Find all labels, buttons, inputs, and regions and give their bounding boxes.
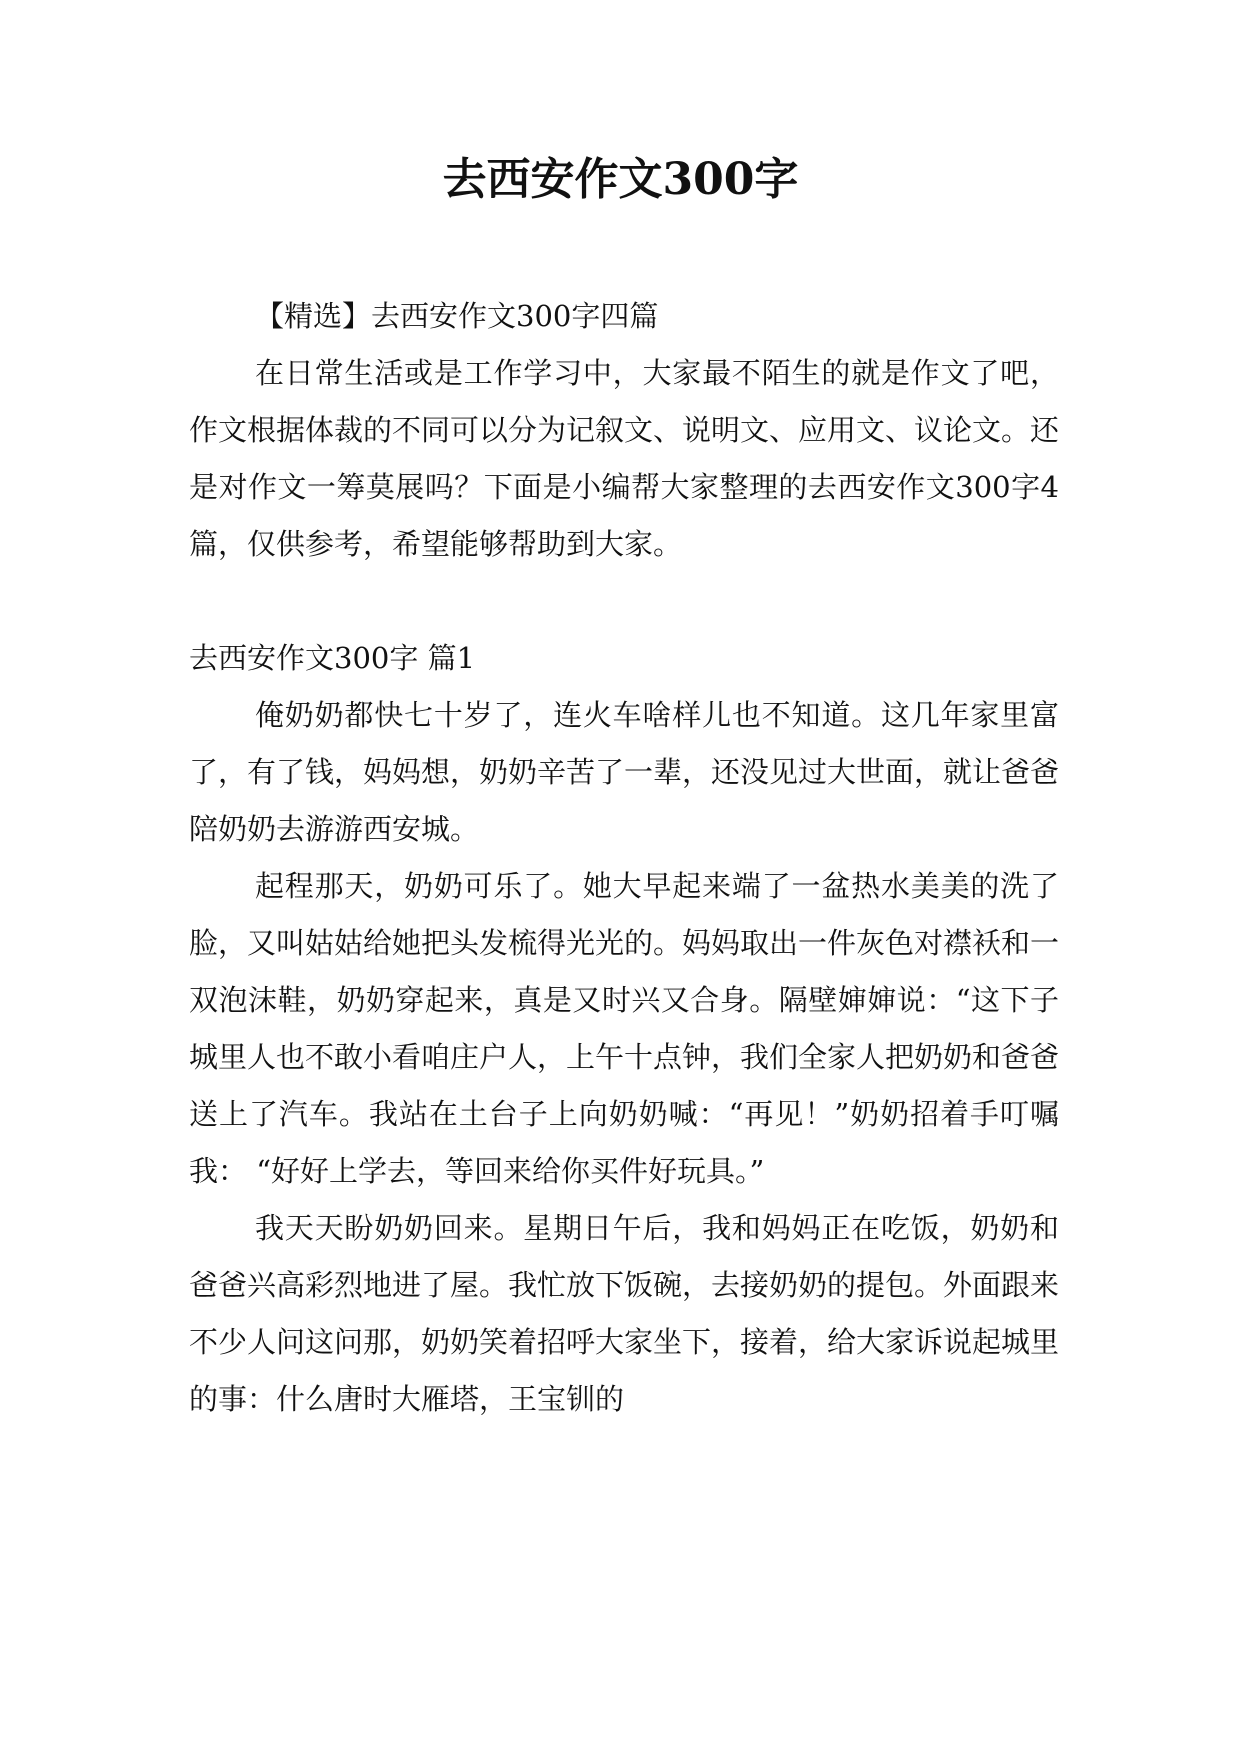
section-heading: 去西安作文300字 篇1 — [189, 641, 476, 675]
document-subtitle: 【精选】去西安作文300字四篇 — [255, 299, 659, 333]
document-body — [189, 288, 1059, 1428]
document-title: 去西安作文300字 — [442, 154, 799, 205]
body-paragraph: 起程那天，奶奶可乐了。她大早起来端了一盆热水美美的洗了脸，又叫姑姑给她把头发梳得光光的。妈妈取出一件灰色对襟袄和一双泡沫鞋，奶奶穿起来，真是又时兴又合身。隔壁婶婶说：“这下子城里人也不敢小看咱庄户人，上午十点钟，我们全家人把奶奶和爸爸送上了汽车。我站在土台子上向奶奶喊：“再见！”奶奶招着手叮嘱我： “好好上学去，等回来给你买件好玩具。” — [189, 869, 1060, 1188]
body-paragraph: 俺奶奶都快七十岁了，连火车啥样儿也不知道。这几年家里富了，有了钱，妈妈想，奶奶辛苦了一辈，还没见过大世面，就让爸爸陪奶奶去游游西安城。 — [189, 698, 1060, 846]
body-paragraph: 我天天盼奶奶回来。星期日午后，我和妈妈正在吃饭，奶奶和爸爸兴高彩烈地进了屋。我忙放下饭碗，去接奶奶的提包。外面跟来不少人问这问那，奶奶笑着招呼大家坐下，接着，给大家诉说起城里的事：什么唐时大雁塔，王宝钏的 — [189, 1211, 1060, 1416]
intro-paragraph: 在日常生活或是工作学习中，大家最不陌生的就是作文了吧，作文根据体裁的不同可以分为记叙文、说明文、应用文、议论文。还是对作文一筹莫展吗？下面是小编帮大家整理的去西安作文300字4篇，仅供参考，希望能够帮助到大家。 — [189, 356, 1060, 561]
section-spacer — [189, 573, 1059, 630]
